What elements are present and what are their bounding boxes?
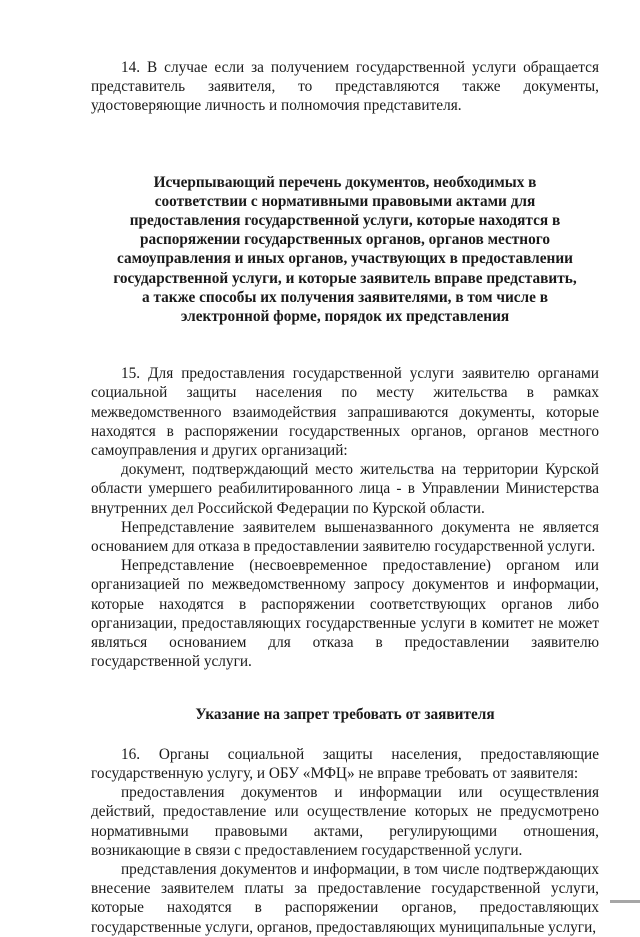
scan-edge-mark [610,900,640,903]
paragraph-16-item-2: представления документов и информации, в том числе подтверждающих внесение заявителем платы за предоставление государственной услуги, которые находятся в распоряжении органов, предоставляющих государственные услуги, органов, предоставляющих муниципальные услуги, [91,860,599,936]
paragraph-nonsubmission: Непредставление заявителем вышеназванного документа не является основанием для отказа в предоставлении заявителю государственной услуги. [91,518,599,556]
document-page [91,58,599,937]
section-heading-documents: Исчерпывающий перечень документов, необходимых в соответствии с нормативными правовыми актами для предоставления государственной услуги, которые находятся в распоряжении государственных органов, органов местного самоуправления и иных органов, участвующих в предоставлении государственной услуги, и которые заявитель вправе представить, а также способы их получения заявителями, в том числе в электронной форме, порядок их представления [113,173,577,326]
paragraph-15: 15. Для предоставления государственной услуги заявителю органами социальной защиты населения по месту жительства в рамках межведомственного взаимодействия запрашиваются документы, которые находятся в распоряжении государственных органов, органов местного самоуправления и других организаций: [91,365,599,460]
section-heading-prohibition: Указание на запрет требовать от заявителя [195,706,495,724]
paragraph-16-item-1: предоставления документов и информации или осуществления действий, предоставление или осуществление которых не предусмотрено нормативными правовыми актами, регулирующими отношения, возникающие в связи с предоставлением государственной услуги. [91,784,599,859]
paragraph-14: 14. В случае если за получением государственной услуги обращается представитель заявителя, то представляются также документы, удостоверяющие личность и полномочия представителя. [91,59,599,115]
paragraph-untimely: Непредставление (несвоевременное предоставление) органом или организацией по межведомственному запросу документов и информации, которые находятся в распоряжении соответствующих органов либо организации, предоставляющих государственные услуги в комитет не может являться основанием для отказа в предоставлении заявителю государственной услуги. [91,557,599,671]
paragraph-16: 16. Органы социальной защиты населения, предоставляющие государственную услугу, и ОБУ «МФЦ» не вправе требовать от заявителя: [91,745,599,782]
paragraph-document: документ, подтверждающий место жительства на территории Курской области умершего реабилитированного лица - в Управлении Министерства внутренних дел Российской Федерации по Курской области. [91,461,599,517]
